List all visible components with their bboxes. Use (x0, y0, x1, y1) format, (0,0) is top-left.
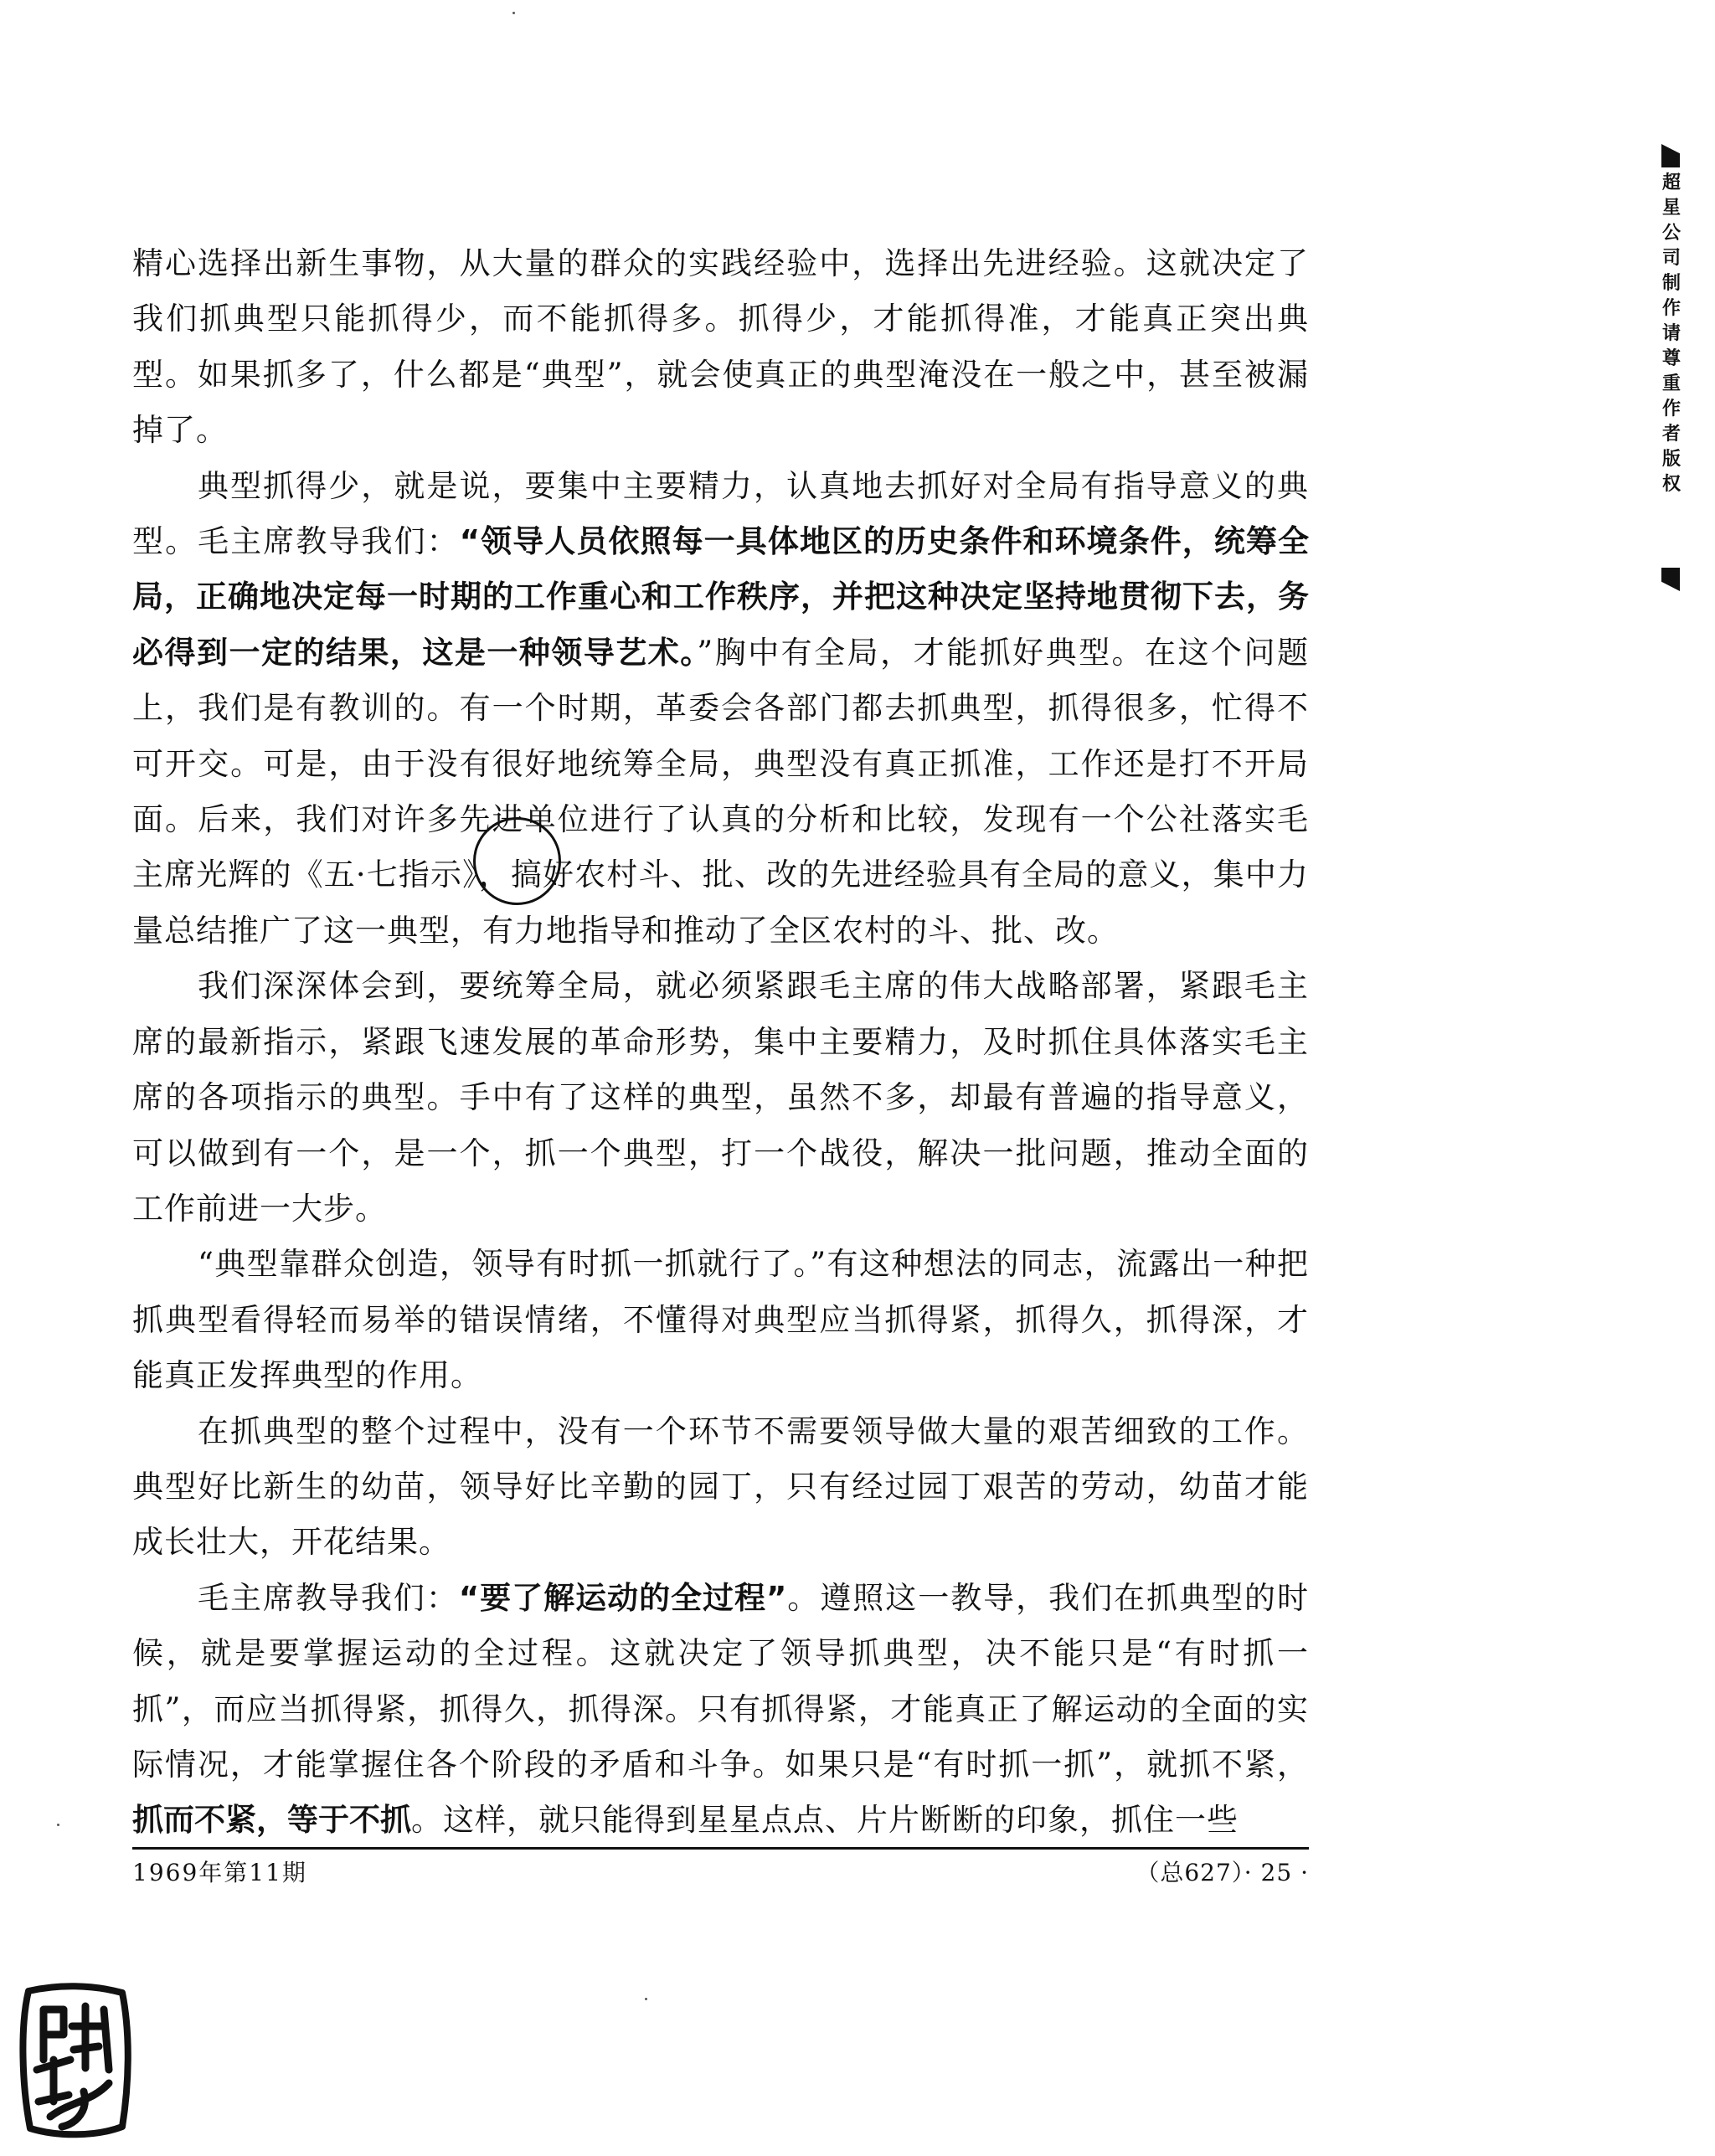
paragraph-6-text-b: 。遵照这一教导，我们在抓典型的时候，就是要掌握运动的全过程。这就决定了领导抓典型，决不能只是“有时抓一抓”，而应当抓得紧，抓得久，抓得深。只有抓得紧，才能真正了解运动的全面的实际情况，才能掌握住各个阶段的矛盾和斗争。如果只是“有时抓一抓”，就抓不紧， (132, 1579, 1310, 1783)
paragraph-1-text: 精心选择出新生事物，从大量的群众的实践经验中，选择出先进经验。这就决定了我们抓典型只能抓得少，而不能抓得多。抓得少，才能抓得准，才能真正突出典型。如果抓多了，什么都是“典型”，就会使真正的典型淹没在一般之中，甚至被漏掉了。 (132, 245, 1309, 449)
footer-issue: 1969年第11期 (132, 1859, 307, 1886)
paragraph-1 (132, 236, 1309, 459)
paragraph-6 (132, 1571, 1309, 1849)
scan-speck-2 (57, 1824, 59, 1826)
paragraph-2-quote: “领导人员依照每一具体地区的历史条件和环境条件，统筹全局，正确地决定每一时期的工作重心和工作秩序，并把这种决定坚持地贯彻下去，务必得到一定的结果，这是一种领导艺术。 (132, 523, 1309, 671)
paragraph-2-text-a: 典型抓得少，就是说，要集中主要精力，认真地去抓好对全局有指导意义的典型。毛主席教导我们： (132, 467, 1309, 560)
scan-speck-1 (512, 12, 515, 14)
side-notice-bottom-bar (1661, 568, 1680, 591)
paragraph-3 (132, 959, 1309, 1237)
paragraph-6-quote: “要了解运动的全过程” (458, 1579, 787, 1616)
paragraph-4 (132, 1237, 1309, 1403)
side-copyright-notice: 超星公司制作 请尊重作者版权 (1661, 172, 1681, 495)
paragraph-6-emphasis: 抓而不紧，等于不抓 (132, 1802, 411, 1839)
paragraph-4-text: “典型靠群众创造，领导有时抓一抓就行了。”有这种想法的同志，流露出一种把抓典型看得轻而易举的错误情绪，不懂得对典型应当抓得紧，抓得久，抓得深，才能真正发挥典型的作用。 (132, 1246, 1309, 1394)
paragraph-3-text: 我们深深体会到，要统筹全局，就必须紧跟毛主席的伟大战略部署，紧跟毛主席的最新指示，紧跟飞速发展的革命形势，集中主要精力，及时抓住具体落实毛主席的各项指示的典型。手中有了这样的典型，虽然不多，却最有普遍的指导意义，可以做到有一个，是一个，抓一个典型，打一个战役，解决一批问题，推动全面的工作前进一大步。 (132, 968, 1309, 1227)
paragraph-5 (132, 1404, 1309, 1571)
handwritten-circle-mark (473, 817, 561, 905)
footer-rule (132, 1847, 1309, 1850)
library-seal-stamp (12, 1976, 137, 2143)
paragraph-6-text-c: 。这样，就只能得到星星点点、片片断断的印象，抓住一些 (411, 1802, 1239, 1839)
paragraph-2 (132, 459, 1309, 960)
paragraph-6-text-a: 毛主席教导我们： (198, 1579, 459, 1616)
paragraph-2-text-b: ”胸中有全局，才能抓好典型。在这个问题上，我们是有教训的。有一个时期，革委会各部门都去抓典型，抓得很多，忙得不可开交。可是，由于没有很好地统筹全局，典型没有真正抓准，工作还是打不开局面。后来，我们对许多先进单位进行了认真的分析和比较，发现有一个公社落实毛主席光辉的《五·七指示》，搞好农村斗、批、改的先进经验具有全局的意义，集中力量总结推广了这一典型，有力地指导和推动了全区农村的斗、批、改。 (132, 634, 1310, 949)
side-notice-top-bar (1661, 144, 1680, 167)
paragraph-5-text: 在抓典型的整个过程中，没有一个环节不需要领导做大量的艰苦细致的工作。典型好比新生的幼苗，领导好比辛勤的园丁，只有经过园丁艰苦的劳动，幼苗才能成长壮大，开花结果。 (132, 1412, 1309, 1561)
article-body (132, 236, 1309, 1849)
footer-page-number: （总627）· 25 · (1136, 1859, 1309, 1886)
scan-speck-3 (645, 1998, 647, 2000)
